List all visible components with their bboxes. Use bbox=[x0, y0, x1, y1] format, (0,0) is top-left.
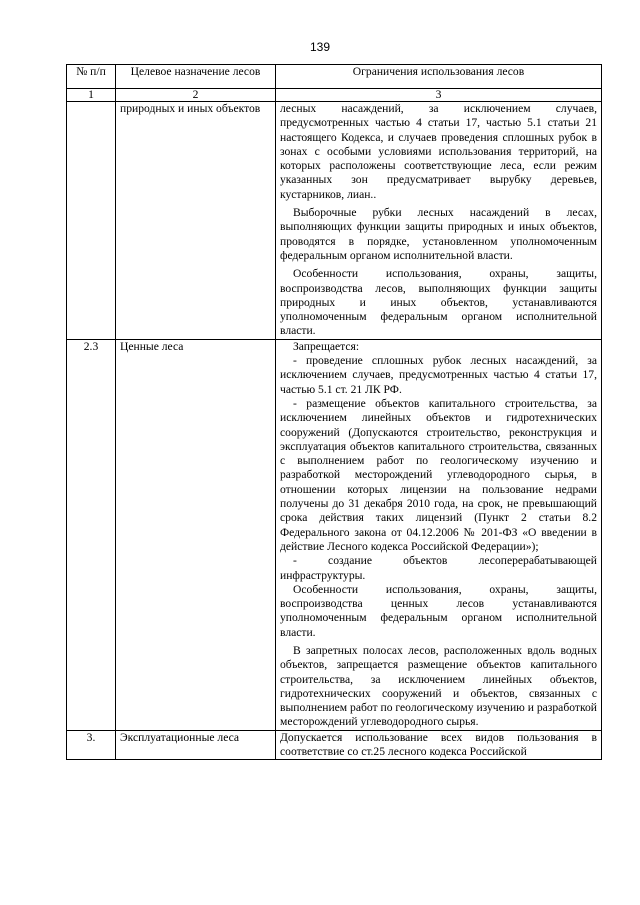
column-number-2: 2 bbox=[116, 89, 276, 102]
column-number-row bbox=[67, 89, 602, 102]
forest-restrictions-table bbox=[66, 64, 602, 760]
restriction-paragraph: Допускается использование всех видов пользования в соответствие со ст.25 лесного кодекса Российской bbox=[280, 730, 597, 759]
restriction-paragraph: Запрещается: bbox=[293, 339, 360, 353]
restriction-clip bbox=[280, 731, 597, 760]
row-restrictions bbox=[276, 102, 602, 340]
restriction-paragraph: Выборочные рубки лесных насаждений в лесах, выполняющих функции защиты природных и иных объектов, проводятся в порядке, установленном уполномоченным федеральным органом исполнительной власти. bbox=[280, 206, 597, 262]
table-row bbox=[67, 102, 602, 340]
restriction-paragraph: - создание объектов лесоперерабатывающей инфраструктуры. bbox=[280, 554, 597, 582]
restriction-paragraph: В запретных полосах лесов, расположенных вдоль водных объектов, запрещается размещение объектов капитального строительства, за исключением линейных объектов, гидротехнических сооружений и объектов, связанных с выполнением работ по геологическому изучению и разработкой месторождений углеводородного сырья. bbox=[280, 643, 597, 729]
table-row bbox=[67, 730, 602, 760]
header-number: № п/п bbox=[67, 65, 116, 89]
restriction-paragraph: - размещение объектов капитального строительства, за исключением линейных объектов и гидротехнических сооружений (Допускаются строительство, реконструкция и эксплуатация объектов капитального строительства, связанных с выполнением работ по геологическому изучению и разработкой месторождений углеводородного сырья, в отношении которых лицензии на пользование недрами получены до 31 декабря 2010 года, на срок, не превышающий срока действия таких лицензий (Пункт 2 статьи 8.2 Федерального закона от 04.12.2006 № 201-ФЗ «О введении в действие Лесного кодекса Российской Федерации»); bbox=[280, 396, 597, 553]
row-index: 2.3 bbox=[67, 339, 116, 730]
table-row bbox=[67, 339, 602, 730]
row-index bbox=[67, 102, 116, 340]
row-purpose: природных и иных объектов bbox=[116, 102, 276, 340]
row-index: 3. bbox=[67, 730, 116, 760]
restriction-paragraph: - проведение сплошных рубок лесных насаждений, за исключением случаев, предусмотренных частью 4 статьи 17, частью 5.1 ст. 21 ЛК РФ. bbox=[280, 354, 597, 396]
row-purpose: Ценные леса bbox=[116, 339, 276, 730]
restriction-paragraph: лесных насаждений, за исключением случаев, предусмотренных частью 4 статьи 17, частью 5.1 статьи 21 настоящего Кодекса, и случаев проведения сплошных рубок в зонах с особыми условиями использования территорий, на которых расположены соответствующие леса, если режим указанных зон предусматривает вырубку деревьев, кустарников, лиан.. bbox=[280, 102, 597, 201]
table-header-row bbox=[67, 65, 602, 89]
row-restrictions bbox=[276, 730, 602, 760]
restriction-paragraph: Особенности использования, охраны, защиты, воспроизводства лесов, выполняющих функции защиты природных и иных объектов, устанавливаются уполномоченным федеральным органом исполнительной власти. bbox=[280, 267, 597, 338]
header-restrictions: Ограничения использования лесов bbox=[276, 65, 602, 89]
row-restrictions bbox=[276, 339, 602, 730]
row-purpose: Эксплуатационные леса bbox=[116, 730, 276, 760]
page-number: 139 bbox=[309, 40, 331, 54]
column-number-3: 3 bbox=[276, 89, 602, 102]
header-purpose: Целевое назначение лесов bbox=[116, 65, 276, 89]
restriction-paragraph: Особенности использования, охраны, защиты, воспроизводства ценных лесов устанавливаются уполномоченным федеральным органом исполнительной власти. bbox=[280, 582, 597, 639]
column-number-1: 1 bbox=[67, 89, 116, 102]
